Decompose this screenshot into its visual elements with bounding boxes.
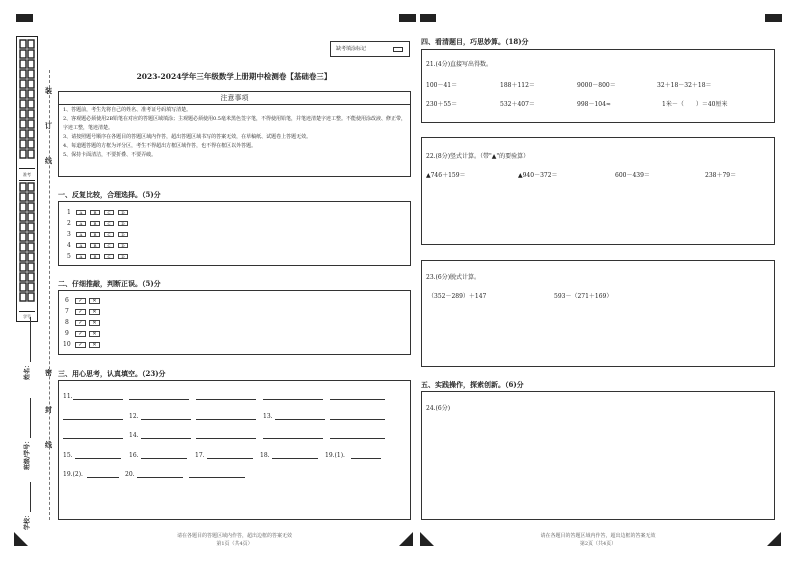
notice-item: 3、请按照题号顺序在各题目的答题区域内作答，超出答题区域书写的答案无效，在草稿纸、试题卷上答题无效。	[63, 134, 312, 140]
q12-blank[interactable]	[141, 413, 191, 420]
q22-title: 22.(8分)竖式计算。（带"▲"的要验算）	[426, 153, 530, 160]
q23-item: 593－（271＋169）	[554, 293, 613, 300]
notice-title: 注意事项	[59, 92, 410, 105]
section5-title: 五、实践操作，探索创新。（6)分	[421, 380, 524, 389]
option-c-bubble[interactable]: C	[104, 232, 114, 237]
page-number: 第2页（共4页）	[579, 541, 617, 547]
s1-row-num: 4	[67, 242, 71, 249]
q12-label: 12.	[129, 413, 139, 420]
q13-blank[interactable]	[63, 432, 123, 439]
s1-row-num: 5	[67, 253, 71, 260]
true-bubble[interactable]: ✓	[75, 298, 86, 304]
option-c-bubble[interactable]: C	[104, 210, 114, 215]
q22-item: 238＋79＝	[705, 172, 737, 179]
option-d-bubble[interactable]: D	[118, 221, 128, 226]
option-a-bubble[interactable]: A	[76, 232, 86, 237]
q23-title: 23.(6分)脱式计算。	[426, 274, 481, 281]
q21-item: 532＋407＝	[500, 101, 535, 108]
true-bubble[interactable]: ✓	[75, 342, 86, 348]
q17-label: 17.	[195, 452, 205, 459]
id-bubbles-bottom	[19, 182, 35, 310]
option-b-bubble[interactable]: B	[90, 232, 100, 237]
q11-label: 11.	[63, 393, 73, 400]
q23-item: （352－289）＋147	[428, 293, 487, 300]
name-field[interactable]	[24, 317, 31, 362]
option-b-bubble[interactable]: B	[90, 254, 100, 259]
false-bubble[interactable]: ✕	[89, 331, 100, 337]
option-c-bubble[interactable]: C	[104, 221, 114, 226]
q13-label: 13.	[263, 413, 273, 420]
q21-item: 230＋55＝	[426, 101, 458, 108]
q14-blank[interactable]	[263, 432, 323, 439]
true-bubble[interactable]: ✓	[75, 320, 86, 326]
q14-blank[interactable]	[141, 432, 191, 439]
option-c-bubble[interactable]: C	[104, 254, 114, 259]
absent-label: 缺考填涂标记	[336, 46, 367, 52]
option-b-bubble[interactable]: B	[90, 221, 100, 226]
binding-char-2: 订	[45, 121, 52, 130]
q20-blank[interactable]	[137, 471, 183, 478]
section1-box	[58, 201, 411, 266]
section1-title: 一、反复比较，合理选择。（5)分	[58, 190, 161, 199]
section4-q23-box	[421, 260, 775, 367]
q15-blank[interactable]	[75, 452, 121, 459]
section4-title: 四、看清题目，巧思妙算。（18)分	[421, 37, 529, 46]
id-bubbles-top	[19, 39, 35, 167]
student-id-grid[interactable]	[16, 36, 38, 322]
q21-item: 188＋112＝	[500, 82, 535, 89]
seal-char-2: 封	[45, 405, 52, 414]
q11-blank[interactable]	[129, 393, 189, 400]
s1-row-num: 1	[67, 209, 71, 216]
s2-row-num: 9	[65, 330, 69, 337]
q16-label: 16.	[129, 452, 139, 459]
class-field[interactable]	[24, 398, 31, 438]
section2-title: 二、仔细推敲，判断正误。（5)分	[58, 279, 161, 288]
s2-row-num: 8	[65, 319, 69, 326]
page-title: 2023-2024学年三年级数学上册期中检测卷【基础卷三】	[136, 72, 332, 81]
absent-mark-box	[330, 41, 410, 57]
binding-dashed-line	[49, 70, 50, 520]
binding-char-3: 线	[45, 156, 52, 165]
q20-label: 20.	[125, 471, 135, 478]
q11-blank[interactable]	[63, 413, 123, 420]
true-bubble[interactable]: ✓	[75, 309, 86, 315]
corner-triangle-bottom-left	[14, 532, 28, 546]
q11-blank[interactable]	[73, 393, 123, 400]
q24-title: 24.(6分)	[426, 405, 451, 412]
true-bubble[interactable]: ✓	[75, 331, 86, 337]
option-c-bubble[interactable]: C	[104, 243, 114, 248]
q18-blank[interactable]	[272, 452, 318, 459]
s2-row-num: 10	[63, 341, 71, 348]
q14-label: 14.	[129, 432, 139, 439]
binding-char-1: 装	[45, 86, 52, 95]
footer-warning: 请在各题目的答题区域内作答，超出边框的答案无效	[540, 533, 656, 539]
corner-marker-top-right	[765, 14, 782, 22]
seal-char-3: 线	[45, 440, 52, 449]
section4-q21-box	[421, 49, 775, 123]
q21-item: 100－41＝	[426, 82, 458, 89]
notice-item: 1、答题前，考生先将自己的姓名、准考证号码填写清楚。	[63, 107, 192, 113]
q13-blank[interactable]	[330, 413, 385, 420]
page-number: 第1页（共4页）	[216, 541, 253, 547]
section3-box	[58, 380, 411, 520]
q21-item: 32＋18－32＋18＝	[657, 82, 712, 89]
option-d-bubble[interactable]: D	[118, 243, 128, 248]
q19-1-label: 19.(1).	[325, 452, 345, 459]
student-info-strip	[14, 340, 44, 530]
option-a-bubble[interactable]: A	[76, 221, 86, 226]
option-d-bubble[interactable]: D	[118, 232, 128, 237]
q11-blank[interactable]	[196, 393, 256, 400]
q21-title: 21.(4分)直接写出得数。	[426, 61, 493, 68]
q19-2-label: 19.(2).	[63, 471, 83, 478]
q11-blank[interactable]	[330, 393, 385, 400]
notice-item: 4、每道题答题的方框为评分区，考生不得超出方框区域作答，也不得在框区以外答题。	[63, 143, 257, 149]
corner-marker-top-left	[16, 14, 33, 22]
section5-box	[421, 391, 775, 520]
q12-blank[interactable]	[196, 413, 256, 420]
s2-row-num: 6	[65, 297, 69, 304]
corner-marker-top-mid-left	[399, 14, 416, 22]
q16-blank[interactable]	[141, 452, 187, 459]
false-bubble[interactable]: ✕	[89, 309, 100, 315]
q21-item: 998－104≈	[577, 101, 611, 108]
q22-item: 600－439＝	[615, 172, 650, 179]
school-field[interactable]	[24, 482, 31, 512]
id-grid-bottom	[19, 182, 35, 310]
q14-blank[interactable]	[196, 432, 256, 439]
notice-box	[58, 91, 411, 177]
class-label: 班级/学号：	[24, 437, 31, 470]
footer-warning: 请在各题目的答题区域内作答，超出边框的答案无效	[176, 533, 292, 539]
option-a-bubble[interactable]: A	[76, 210, 86, 215]
id-label: 学号	[19, 311, 35, 321]
notice-item: 2、客观题必须使用2B铅笔在对应的答题区域填涂；主观题必须使用0.5毫米黑色签字笔，不得使用铅笔，并笔迹清楚字迹工整。不能使用涂改液、修正带，字迹工整，笔迹清楚。	[63, 116, 406, 131]
q18-label: 18.	[260, 452, 270, 459]
option-a-bubble[interactable]: A	[76, 254, 86, 259]
q19-1-blank[interactable]	[351, 452, 381, 459]
q13-blank[interactable]	[275, 413, 325, 420]
false-bubble[interactable]: ✕	[89, 320, 100, 326]
absent-checkbox[interactable]	[393, 47, 403, 52]
section3-title: 三、用心思考，认真填空。（23)分	[58, 369, 166, 378]
q22-item: ▲940－372＝	[518, 172, 558, 179]
seal-char-1: 密	[45, 368, 52, 377]
id-grid-top	[19, 39, 35, 167]
option-d-bubble[interactable]: D	[118, 254, 128, 259]
false-bubble[interactable]: ✕	[89, 298, 100, 304]
option-d-bubble[interactable]: D	[118, 210, 128, 215]
footer-left	[58, 532, 411, 548]
q21-item: 9000－800＝	[577, 82, 616, 89]
option-a-bubble[interactable]: A	[76, 243, 86, 248]
s1-row-num: 2	[67, 220, 71, 227]
id-code-label: 准考	[19, 168, 35, 181]
q22-item: ▲746＋159＝	[426, 172, 466, 179]
q19-2-blank[interactable]	[87, 471, 119, 478]
notice-list	[63, 106, 408, 160]
q14-blank[interactable]	[330, 432, 385, 439]
q17-blank[interactable]	[207, 452, 253, 459]
q15-label: 15.	[63, 452, 73, 459]
false-bubble[interactable]: ✕	[89, 342, 100, 348]
q21-item: 1米－（ ）＝40厘米	[662, 101, 728, 108]
school-label: 学校：	[24, 511, 31, 530]
name-label: 姓名：	[24, 361, 31, 380]
section4-q22-box	[421, 137, 775, 245]
corner-marker-top-mid-right	[420, 14, 436, 22]
s2-row-num: 7	[65, 308, 69, 315]
footer-right	[421, 532, 775, 548]
q20-blank[interactable]	[189, 471, 245, 478]
section2-box	[58, 290, 411, 355]
s1-row-num: 3	[67, 231, 71, 238]
q11-blank[interactable]	[263, 393, 323, 400]
option-b-bubble[interactable]: B	[90, 210, 100, 215]
notice-item: 5、保持卡面清洁，不要折叠、不要弄破。	[63, 152, 157, 158]
option-b-bubble[interactable]: B	[90, 243, 100, 248]
